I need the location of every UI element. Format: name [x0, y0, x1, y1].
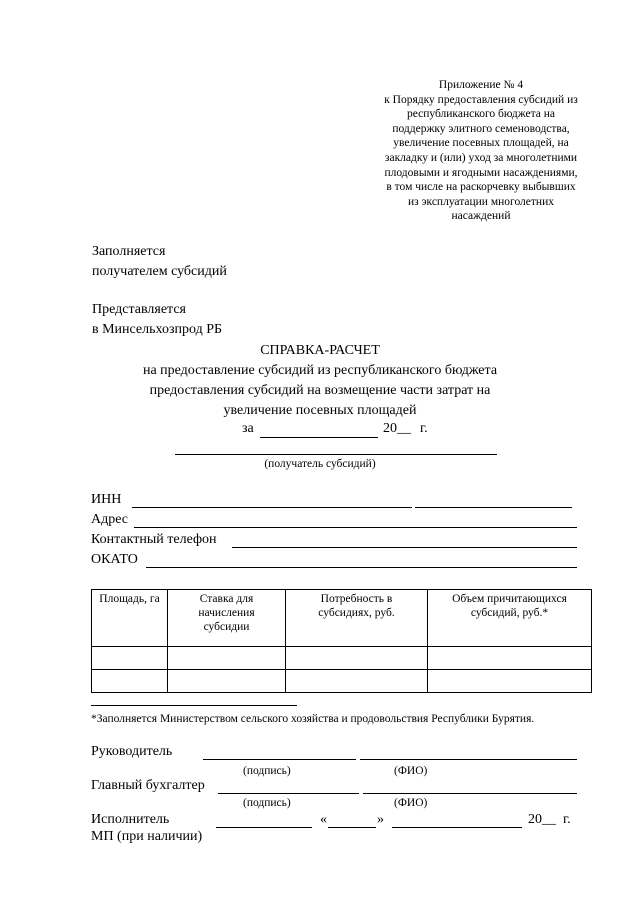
head-label: Руководитель	[91, 744, 173, 759]
table-row	[92, 670, 592, 693]
phone-label: Контактный телефон	[91, 532, 217, 547]
period-year: 20__	[383, 421, 411, 436]
table-cell[interactable]	[168, 670, 286, 693]
table-header-row	[92, 590, 592, 647]
table-cell[interactable]	[286, 670, 428, 693]
recipient-caption: (получатель субсидий)	[264, 458, 376, 470]
inn-label: ИНН	[91, 492, 122, 507]
title-line: увеличение посевных площадей	[223, 403, 417, 418]
appendix-line: насаждений	[451, 210, 511, 223]
executor-field[interactable]	[216, 827, 312, 828]
quote-close: »	[377, 812, 384, 827]
submitted-label: Представляется	[92, 302, 186, 317]
period-field[interactable]	[260, 437, 378, 438]
appendix-note	[360, 78, 602, 224]
okato-field[interactable]	[146, 567, 577, 568]
appendix-line: из эксплуатации многолетних	[408, 195, 554, 208]
document-title: СПРАВКА-РАСЧЕТ	[260, 343, 380, 358]
stamp-label: МП (при наличии)	[91, 829, 203, 844]
inn-field-extra[interactable]	[415, 507, 572, 508]
head-signature-field[interactable]	[203, 759, 356, 760]
recipient-field[interactable]	[175, 454, 497, 455]
phone-field[interactable]	[232, 547, 577, 548]
table-cell[interactable]	[428, 670, 592, 693]
head-name-field[interactable]	[360, 759, 577, 760]
signature-caption: (подпись)	[243, 797, 291, 809]
header-area: Площадь, га	[92, 590, 168, 647]
appendix-line: в том числе на раскорчевку выбывших	[386, 181, 576, 194]
table-cell[interactable]	[92, 670, 168, 693]
appendix-line: поддержку элитного семеноводства,	[392, 122, 570, 135]
appendix-line: плодовыми и ягодными насаждениями,	[384, 166, 578, 179]
year-label: 20__	[528, 812, 556, 827]
filled-by-label: Заполняется	[92, 244, 166, 259]
executor-label: Исполнитель	[91, 812, 170, 827]
appendix-line: Приложение № 4	[438, 79, 524, 91]
period-prefix: за	[242, 421, 254, 436]
day-field[interactable]	[328, 827, 376, 828]
address-field[interactable]	[134, 527, 577, 528]
inn-field[interactable]	[132, 507, 412, 508]
accountant-name-field[interactable]	[363, 793, 577, 794]
subsidy-table	[91, 589, 592, 693]
name-caption: (ФИО)	[394, 765, 428, 777]
address-label: Адрес	[91, 512, 129, 527]
signature-caption: (подпись)	[243, 765, 291, 777]
title-line: предоставления субсидий на возмещение части затрат на	[149, 383, 491, 398]
table-cell[interactable]	[168, 647, 286, 670]
chief-accountant-label: Главный бухгалтер	[91, 778, 205, 793]
accountant-signature-field[interactable]	[218, 793, 359, 794]
appendix-line: республиканского бюджета на	[406, 108, 556, 121]
header-need: Потребность в субсидиях, руб.	[286, 590, 428, 647]
name-caption: (ФИО)	[394, 797, 428, 809]
table-cell[interactable]	[92, 647, 168, 670]
appendix-line: закладку и (или) уход за многолетними	[384, 151, 578, 164]
table-cell[interactable]	[286, 647, 428, 670]
footnote: *Заполняется Министерством сельского хозяйства и продовольствия Республики Бурятия.	[91, 713, 535, 725]
period-suffix: г.	[420, 421, 428, 436]
title-line: на предоставление субсидий из республиканского бюджета	[142, 363, 498, 378]
month-field[interactable]	[392, 827, 522, 828]
okato-label: ОКАТО	[91, 552, 138, 567]
footnote-divider	[91, 705, 297, 706]
header-rate: Ставка для начисления субсидии	[168, 590, 286, 647]
submitted-ministry: в Минсельхозпрод РБ	[92, 322, 223, 337]
table-cell[interactable]	[428, 647, 592, 670]
quote-open: «	[320, 812, 327, 827]
year-suffix: г.	[563, 812, 571, 827]
appendix-line: к Порядку предоставления субсидий из	[384, 93, 578, 106]
table-row	[92, 647, 592, 670]
appendix-line: увеличение посевных площадей, на	[393, 137, 569, 150]
header-amount: Объем причитающихся субсидий, руб.*	[428, 590, 592, 647]
filled-by-recipient: получателем субсидий	[92, 264, 227, 279]
